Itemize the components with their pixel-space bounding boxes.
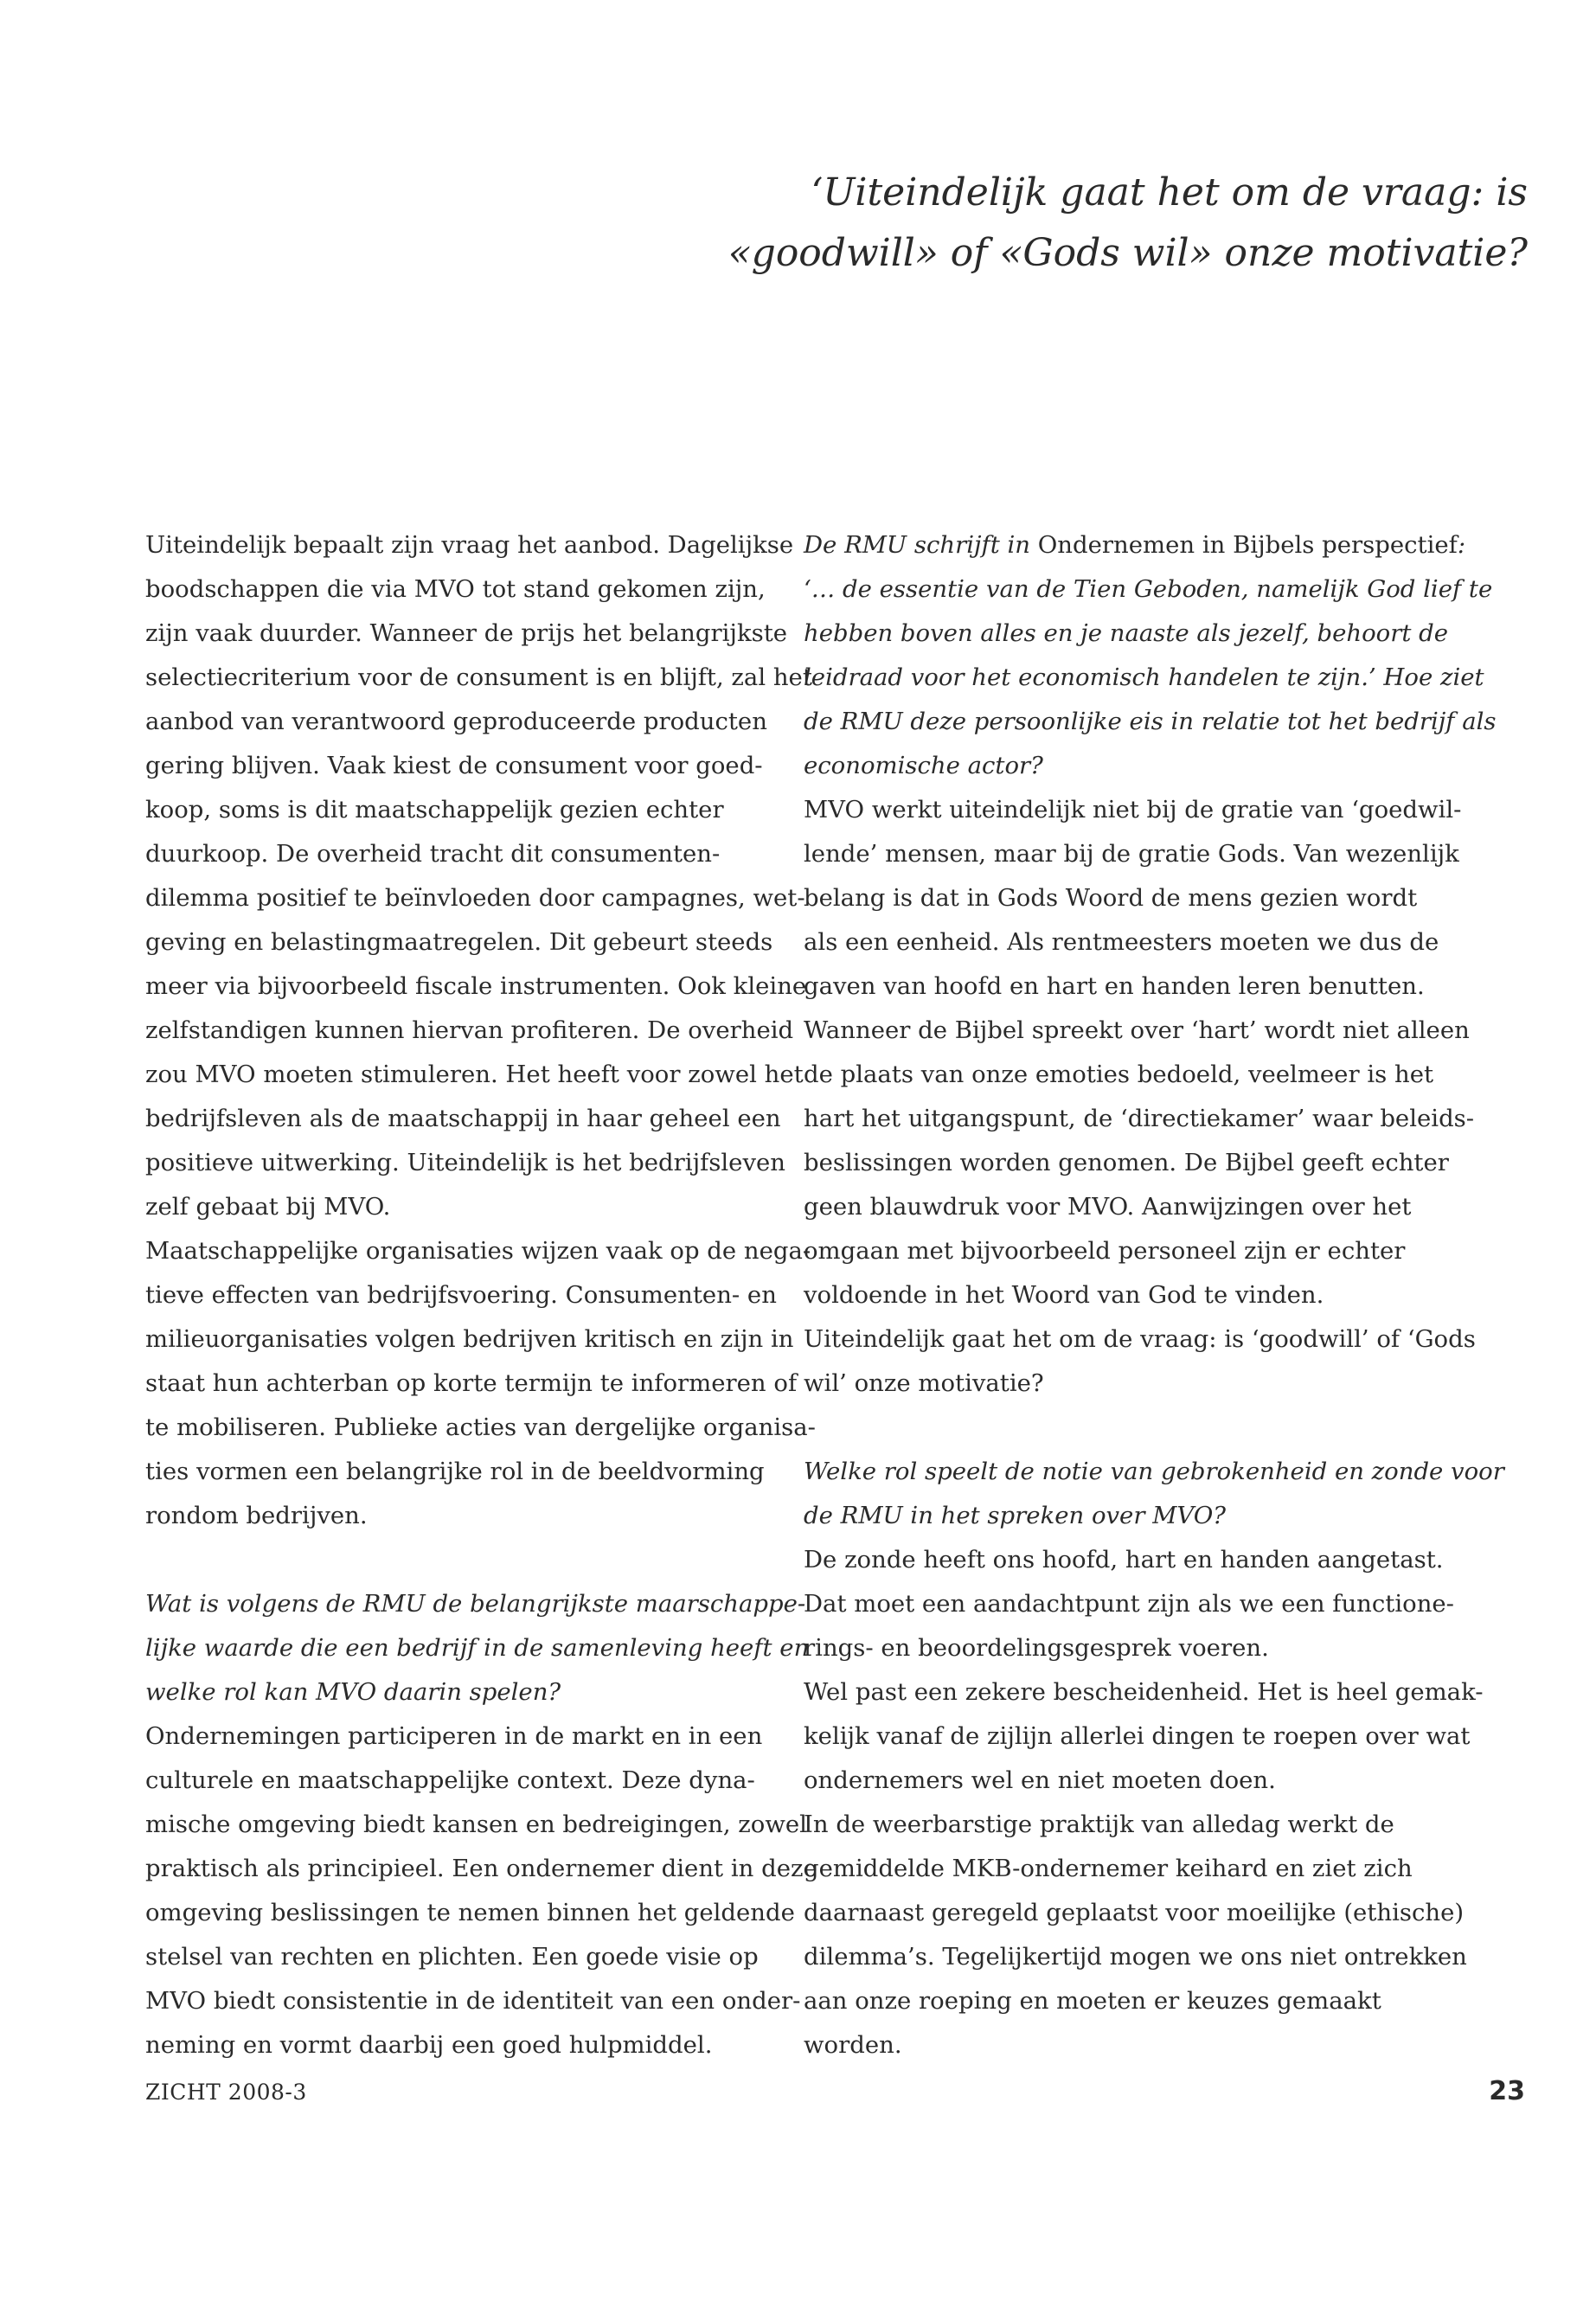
pull-quote-line: ‘Uiteindelijk gaat het om de vraag: is (811, 170, 1528, 215)
text-line: selectiecriterium voor de consument is en blijft, zal het (145, 663, 812, 691)
text-line: gemiddelde MKB-ondernemer keihard en ziet zich (804, 1855, 1413, 1882)
text-line: worden. (804, 2031, 902, 2059)
text-line: boodschappen die via MVO tot stand gekomen zijn, (145, 575, 766, 603)
text-line: omgaan met bijvoorbeeld personeel zijn er echter (804, 1237, 1406, 1265)
text-line: economische actor? (804, 752, 1043, 779)
text-line: ‘… de essentie van de Tien Geboden, namelijk God lief te (804, 575, 1493, 603)
text-line: positieve uitwerking. Uiteindelijk is het bedrijfsleven (145, 1149, 785, 1176)
text-line: milieuorganisaties volgen bedrijven kritisch en zijn in (145, 1325, 794, 1353)
left-column (145, 523, 817, 2067)
text-line: de RMU deze persoonlijke eis in relatie tot het bedrijf als (804, 708, 1497, 735)
text-line: stelsel van rechten en plichten. Een goede visie op (145, 1943, 759, 1971)
paragraph (145, 1229, 816, 1538)
paragraph-gap (145, 1538, 751, 1582)
text-line: geving en belastingmaatregelen. Dit gebeurt steeds (145, 928, 773, 956)
text-line: wil’ onze motivatie? (804, 1369, 1044, 1397)
interview-question (804, 1450, 1504, 1538)
text-fragment: De RMU schrijft in (804, 531, 1038, 559)
text-line: zelfstandigen kunnen hiervan profiteren. De overheid (145, 1016, 794, 1044)
page-number: 23 (1489, 2076, 1525, 2106)
text-line: zijn vaak duurder. Wanneer de prijs het belangrijkste (145, 619, 788, 647)
text-line: zelf gebaat bij MVO. (145, 1193, 391, 1221)
text-line: De zonde heeft ons hoofd, hart en handen aangetast. (804, 1546, 1444, 1574)
text-line: meer via bijvoorbeeld fiscale instrumenten. Ook kleine (145, 972, 807, 1000)
text-line: aan onze roeping en moeten er keuzes gemaakt (804, 1987, 1381, 2015)
text-line: duurkoop. De overheid tracht dit consumenten- (145, 840, 721, 868)
text-line: culturele en maatschappelijke context. Deze dyna- (145, 1766, 755, 1794)
text-line: Ondernemingen participeren in de markt en in een (145, 1722, 763, 1750)
text-line (804, 523, 1466, 567)
text-line: daarnaast geregeld geplaatst voor moeilijke (ethische) (804, 1899, 1465, 1926)
text-line: als een eenheid. Als rentmeesters moeten we dus de (804, 928, 1439, 956)
paragraph-gap (804, 1406, 1409, 1450)
text-line: de plaats van onze emoties bedoeld, veelmeer is het (804, 1061, 1434, 1088)
text-line: kelijk vanaf de zijlijn allerlei dingen te roepen over wat (804, 1722, 1471, 1750)
text-line: rondom bedrijven. (145, 1502, 368, 1529)
text-fragment: : (1457, 531, 1466, 559)
interview-answer (145, 1715, 817, 2067)
text-line: lende’ mensen, maar bij de gratie Gods. Van wezenlijk (804, 840, 1459, 868)
text-line: gaven van hoofd en hart en handen leren benutten. (804, 972, 1425, 1000)
text-line: hart het uitgangspunt, de ‘directiekamer’ waar beleids- (804, 1105, 1475, 1132)
text-line: Uiteindelijk bepaalt zijn vraag het aanbod. Dagelijkse (145, 531, 794, 559)
book-title: Ondernemen in Bijbels perspectief (1037, 531, 1458, 559)
text-line: de RMU in het spreken over MVO? (804, 1502, 1227, 1529)
text-line: MVO werkt uiteindelijk niet bij de gratie van ‘goedwil- (804, 796, 1462, 824)
text-line: Welke rol speelt de notie van gebrokenheid en zonde voor (804, 1458, 1504, 1485)
text-line: tieve effecten van bedrijfsvoering. Consumenten- en (145, 1281, 777, 1309)
text-line: leidraad voor het economisch handelen te zijn.’ Hoe ziet (804, 663, 1484, 691)
paragraph (145, 523, 812, 1229)
text-line: Wanneer de Bijbel spreekt over ‘hart’ wordt niet alleen (804, 1016, 1470, 1044)
text-line: Uiteindelijk gaat het om de vraag: is ‘goodwill’ of ‘Gods (804, 1325, 1476, 1353)
paragraph (804, 1670, 1484, 1803)
text-line: neming en vormt daarbij een goed hulpmiddel. (145, 2031, 713, 2059)
text-line: koop, soms is dit maatschappelijk gezien echter (145, 796, 724, 824)
text-line: Dat moet een aandachtpunt zijn als we een functione- (804, 1590, 1454, 1618)
text-line: welke rol kan MVO daarin spelen? (145, 1678, 561, 1706)
text-line: praktisch als principieel. Een ondernemer dient in deze (145, 1855, 817, 1882)
text-line: geen blauwdruk voor MVO. Aanwijzingen over het (804, 1193, 1412, 1221)
text-line: gering blijven. Vaak kiest de consument voor goed- (145, 752, 763, 779)
text-line: Wel past een zekere bescheidenheid. Het is heel gemak- (804, 1678, 1484, 1706)
interview-question (804, 523, 1497, 788)
text-line: mische omgeving biedt kansen en bedreigingen, zowel (145, 1811, 807, 1838)
text-line: belang is dat in Gods Woord de mens gezien wordt (804, 884, 1418, 912)
pull-quote-line: «goodwill» of «Gods wil» onze motivatie? (727, 231, 1528, 275)
text-line: omgeving beslissingen te nemen binnen het geldende (145, 1899, 795, 1926)
journal-issue: ZICHT 2008-3 (145, 2080, 307, 2105)
text-line: te mobiliseren. Publieke acties van dergelijke organisa- (145, 1413, 816, 1441)
text-line: Wat is volgens de RMU de belangrijkste maarschappe- (145, 1590, 806, 1618)
text-line: ties vormen een belangrijke rol in de beeldvorming (145, 1458, 765, 1485)
text-line: rings- en beoordelingsgesprek voeren. (804, 1634, 1269, 1662)
text-line: bedrijfsleven als de maatschappij in haar geheel een (145, 1105, 781, 1132)
text-line: dilemma positief te beïnvloeden door campagnes, wet- (145, 884, 805, 912)
text-line: Maatschappelijke organisaties wijzen vaak op de nega- (145, 1237, 811, 1265)
interview-answer (804, 1538, 1454, 1670)
text-line: voldoende in het Woord van God te vinden. (804, 1281, 1324, 1309)
text-line: lijke waarde die een bedrijf in de samenleving heeft en (145, 1634, 810, 1662)
text-line: MVO biedt consistentie in de identiteit van een onder- (145, 1987, 801, 2015)
paragraph (804, 1803, 1467, 2067)
interview-answer (804, 788, 1476, 1406)
text-line: beslissingen worden genomen. De Bijbel geeft echter (804, 1149, 1449, 1176)
text-line: hebben boven alles en je naaste als jezelf, behoort de (804, 619, 1449, 647)
text-line: zou MVO moeten stimuleren. Het heeft voor zowel het (145, 1061, 804, 1088)
text-line: In de weerbarstige praktijk van alledag werkt de (804, 1811, 1394, 1838)
pull-quote (663, 163, 1528, 284)
interview-question (145, 1582, 810, 1715)
text-line: staat hun achterban op korte termijn te informeren of (145, 1369, 798, 1397)
text-line: aanbod van verantwoord geproduceerde producten (145, 708, 767, 735)
text-line: dilemma’s. Tegelijkertijd mogen we ons niet ontrekken (804, 1943, 1467, 1971)
right-column (804, 523, 1504, 2067)
text-line: ondernemers wel en niet moeten doen. (804, 1766, 1276, 1794)
